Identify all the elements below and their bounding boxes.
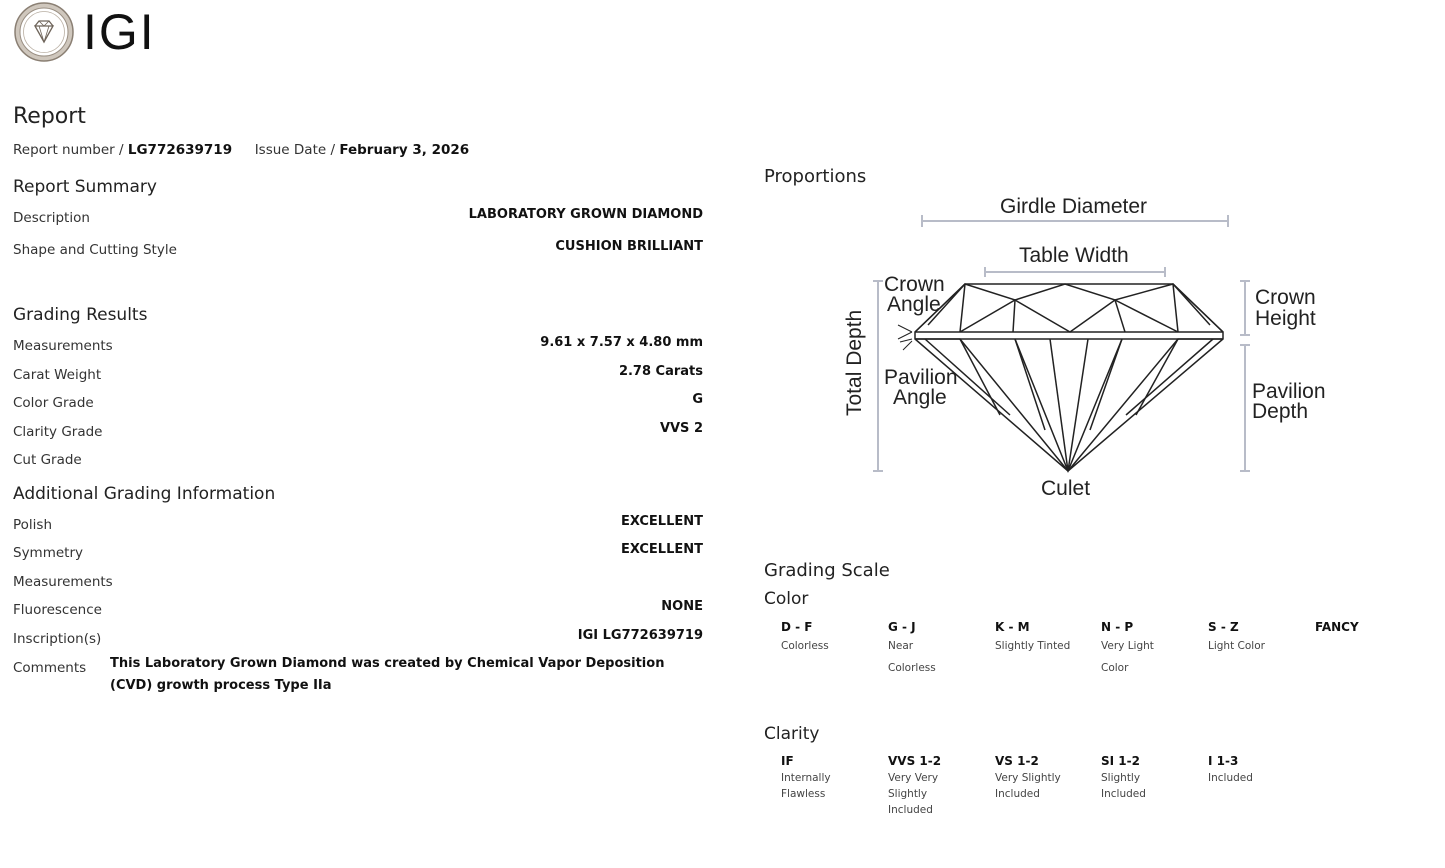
clarity-scale-item	[1101, 754, 1201, 802]
row-label-symmetry: Symmetry	[13, 545, 83, 561]
color-scale-code: K - M	[995, 620, 1030, 634]
clarity-scale-desc: Flawless	[781, 788, 826, 800]
section-title-report-summary: Report Summary	[13, 177, 157, 197]
angle-markers	[898, 325, 912, 350]
subsection-title-color: Color	[764, 589, 809, 609]
row-label-comments: Comments	[13, 660, 87, 676]
subsection-title-clarity: Clarity	[764, 724, 820, 744]
row-label-description: Description	[13, 210, 90, 226]
clarity-scale-code: VS 1-2	[995, 754, 1039, 768]
comments-text: This Laboratory Grown Diamond was created by Chemical Vapor Deposition (CVD) growth process Type IIa	[110, 656, 665, 693]
clarity-scale-code: IF	[781, 754, 794, 768]
row-label-inscription: Inscription(s)	[13, 631, 102, 647]
label-pavilion-depth-2: Depth	[1252, 400, 1309, 423]
row-label-clarity-grade: Clarity Grade	[13, 424, 103, 440]
clarity-scale-item	[781, 754, 881, 802]
color-scale-item	[781, 620, 881, 657]
row-value-fluorescence: NONE	[661, 599, 703, 614]
clarity-scale-item	[1208, 754, 1308, 786]
label-total-depth: Total Depth	[843, 309, 866, 416]
color-scale-desc: Slightly Tinted	[995, 640, 1071, 652]
color-scale-desc: Near	[888, 640, 914, 652]
row-label-carat-weight: Carat Weight	[13, 367, 102, 383]
color-scale-desc: Colorless	[781, 640, 829, 652]
clarity-scale-item	[888, 754, 988, 818]
row-value-clarity-grade: VVS 2	[659, 421, 703, 436]
row-label-color-grade: Color Grade	[13, 395, 94, 411]
report-number-label: Report number /	[13, 142, 124, 158]
label-crown-height-1: Crown	[1255, 286, 1316, 309]
report-title: Report	[13, 104, 86, 129]
row-label-fluorescence: Fluorescence	[13, 602, 102, 618]
color-scale-item	[995, 620, 1095, 657]
issue-date-label: Issue Date /	[254, 142, 336, 158]
color-scale-code: G - J	[888, 620, 916, 634]
igi-seal-icon	[13, 2, 75, 62]
row-value-symmetry: EXCELLENT	[620, 542, 703, 557]
issue-date: February 3, 2026	[339, 142, 470, 158]
clarity-scale-desc: Slightly	[888, 788, 928, 800]
igi-logo[interactable]	[13, 2, 156, 62]
color-scale-desc: Very Light	[1101, 640, 1154, 652]
label-pavilion-angle-2: Angle	[893, 386, 947, 409]
clarity-scale-code: VVS 1-2	[888, 754, 942, 768]
color-scale-desc: Color	[1101, 662, 1129, 674]
row-label-additional-measurements: Measurements	[13, 574, 113, 590]
color-scale-desc: Colorless	[888, 662, 936, 674]
section-title-additional: Additional Grading Information	[13, 484, 276, 504]
clarity-scale-desc: Very Slightly	[995, 772, 1061, 784]
color-scale-desc: Light Color	[1208, 640, 1265, 652]
clarity-scale-desc: Very Very	[888, 772, 939, 784]
color-scale-item	[1101, 620, 1201, 679]
color-scale-code: N - P	[1101, 620, 1134, 634]
clarity-scale-desc: Included	[1101, 788, 1146, 800]
section-title-proportions: Proportions	[764, 166, 867, 187]
row-value-shape: CUSHION BRILLIANT	[555, 239, 703, 254]
color-scale-item	[1208, 620, 1308, 657]
row-value-polish: EXCELLENT	[620, 514, 703, 529]
section-title-grading-scale: Grading Scale	[764, 560, 890, 581]
row-label-polish: Polish	[13, 517, 53, 533]
row-value-description: LABORATORY GROWN DIAMOND	[468, 207, 703, 222]
color-scale-item	[888, 620, 988, 679]
row-value-inscription: IGI LG772639719	[577, 628, 703, 643]
clarity-scale-desc: Slightly	[1101, 772, 1141, 784]
label-crown-angle-1: Crown	[884, 273, 945, 296]
label-crown-angle-2: Angle	[887, 293, 941, 316]
color-scale-code: D - F	[781, 620, 813, 634]
clarity-scale-desc: Included	[995, 788, 1040, 800]
clarity-scale-desc: Internally	[781, 772, 831, 784]
row-value-color-grade: G	[692, 392, 703, 407]
row-label-cut-grade: Cut Grade	[13, 452, 82, 468]
row-label-shape: Shape and Cutting Style	[13, 242, 177, 258]
report-number: LG772639719	[127, 142, 233, 158]
diamond-outline	[915, 284, 1223, 471]
color-scale-item	[1315, 620, 1415, 634]
clarity-scale-item	[995, 754, 1095, 802]
label-culet: Culet	[1041, 477, 1091, 500]
proportions-diagram	[830, 185, 1350, 510]
label-table-width: Table Width	[1019, 244, 1129, 267]
color-scale-code: FANCY	[1315, 620, 1359, 634]
row-label-measurements: Measurements	[13, 338, 113, 354]
label-pavilion-depth-1: Pavilion	[1252, 380, 1326, 403]
label-pavilion-angle-1: Pavilion	[884, 366, 958, 389]
clarity-scale-code: SI 1-2	[1101, 754, 1140, 768]
clarity-scale-desc: Included	[1208, 772, 1253, 784]
section-title-grading-results: Grading Results	[13, 305, 148, 325]
label-crown-height-2: Height	[1255, 307, 1316, 330]
clarity-scale-code: I 1-3	[1208, 754, 1239, 768]
row-value-measurements: 9.61 x 7.57 x 4.80 mm	[540, 335, 703, 350]
row-value-carat-weight: 2.78 Carats	[618, 364, 703, 379]
label-girdle-diameter: Girdle Diameter	[1000, 195, 1148, 218]
report-meta	[13, 142, 469, 158]
color-scale-code: S - Z	[1208, 620, 1239, 634]
clarity-scale-desc: Included	[888, 804, 933, 816]
brand-wordmark: IGI	[83, 4, 156, 60]
